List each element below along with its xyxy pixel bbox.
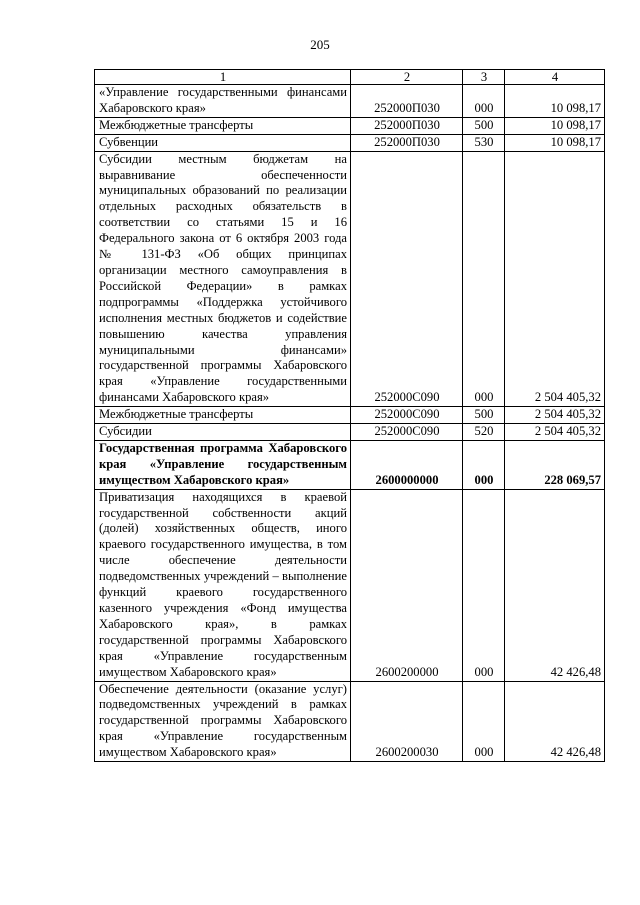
target-article-code: 252000П030 (351, 117, 463, 134)
table-row (95, 117, 605, 134)
target-article-code: 252000С090 (351, 407, 463, 424)
expense-type-code: 000 (463, 440, 505, 489)
target-article-code: 252000С090 (351, 424, 463, 441)
amount: 2 504 405,32 (505, 151, 605, 407)
amount: 10 098,17 (505, 134, 605, 151)
expense-name: Приватизация находящихся в краевой государственной собственности акций (долей) хозяйственных обществ, иного краевого государственного имущества, в том числе обеспечение деятельности подведомственных учреждений – выполнение функций краевого государственного казенного учреждения «Фонд имущества Хабаровского края», в рамках государственной программы Хабаровского края «Управление государственным имуществом Хабаровского края» (95, 489, 351, 681)
amount: 10 098,17 (505, 85, 605, 118)
column-header: 2 (351, 70, 463, 85)
amount: 2 504 405,32 (505, 407, 605, 424)
expense-type-code: 000 (463, 151, 505, 407)
target-article-code: 2600200030 (351, 681, 463, 762)
budget-table (94, 69, 605, 762)
expense-type-code: 500 (463, 407, 505, 424)
expense-type-code: 000 (463, 489, 505, 681)
table-row (95, 681, 605, 762)
target-article-code: 252000П030 (351, 85, 463, 118)
expense-name: Обеспечение деятельности (оказание услуг) подведомственных учреждений в рамках государственной программы Хабаровского края «Управление государственным имуществом Хабаровского края» (95, 681, 351, 762)
expense-type-code: 000 (463, 681, 505, 762)
table-row (95, 85, 605, 118)
target-article-code: 2600000000 (351, 440, 463, 489)
expense-type-code: 500 (463, 117, 505, 134)
amount: 42 426,48 (505, 681, 605, 762)
table-row (95, 424, 605, 441)
expense-type-code: 520 (463, 424, 505, 441)
target-article-code: 252000С090 (351, 151, 463, 407)
amount: 2 504 405,32 (505, 424, 605, 441)
expense-type-code: 530 (463, 134, 505, 151)
column-header: 3 (463, 70, 505, 85)
expense-name: Межбюджетные трансферты (95, 117, 351, 134)
table-row-program-total (95, 440, 605, 489)
table-row (95, 134, 605, 151)
column-header: 1 (95, 70, 351, 85)
table-row (95, 151, 605, 407)
target-article-code: 252000П030 (351, 134, 463, 151)
expense-name: Межбюджетные трансферты (95, 407, 351, 424)
expense-name: «Управление государственными финансами Хабаровского края» (95, 85, 351, 118)
amount: 228 069,57 (505, 440, 605, 489)
amount: 10 098,17 (505, 117, 605, 134)
amount: 42 426,48 (505, 489, 605, 681)
expense-name: Субсидии местным бюджетам на выравнивание обеспеченности муниципальных образований по реализации отдельных расходных обязательств в соответствии со статьями 15 и 16 Федерального закона от 6 октября 2003 года № 131-ФЗ «Об общих принципах организации местного самоуправления в Российской Федерации» в рамках подпрограммы «Поддержка устойчивого исполнения местных бюджетов и содействие повышению качества управления муниципальными финансами» государственной программы Хабаровского края «Управление государственными финансами Хабаровского края» (95, 151, 351, 407)
expense-type-code: 000 (463, 85, 505, 118)
expense-name: Субвенции (95, 134, 351, 151)
expense-name: Субсидии (95, 424, 351, 441)
target-article-code: 2600200000 (351, 489, 463, 681)
table-row (95, 489, 605, 681)
table-row (95, 407, 605, 424)
expense-name: Государственная программа Хабаровского края «Управление государственным имуществом Хабаровского края» (95, 440, 351, 489)
column-header: 4 (505, 70, 605, 85)
table-header-row (95, 70, 605, 85)
page-number: 205 (310, 37, 330, 52)
